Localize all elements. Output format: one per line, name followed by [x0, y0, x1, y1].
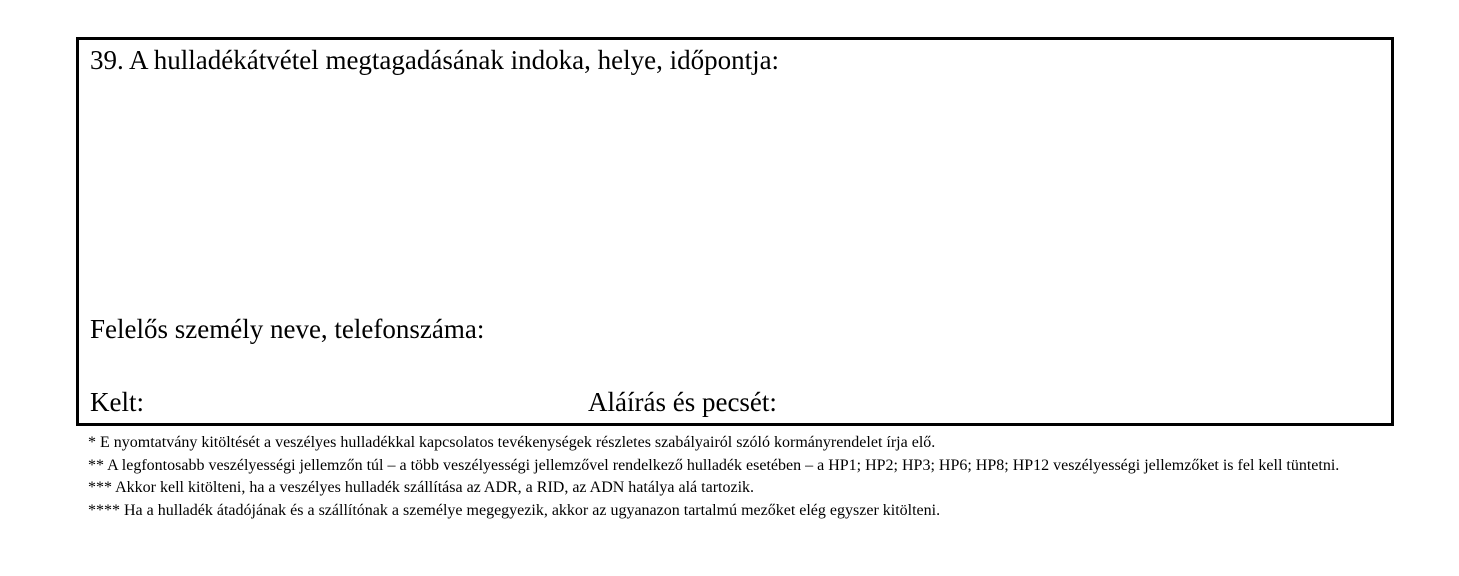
footnote-3: *** Akkor kell kitölteni, ha a veszélyes hulladék szállítása az ADR, a RID, az ADN hatálya alá tartozik.	[88, 479, 755, 496]
footnote-4: **** Ha a hulladék átadójának és a szállítónak a személye megegyezik, akkor az ugyanazon tartalmú mezőket elég egyszer kitölteni.	[88, 501, 941, 519]
signature-stamp-label: Aláírás és pecsét:	[588, 387, 777, 417]
footnotes	[88, 432, 1388, 522]
responsible-person-label: Felelős személy neve, telefonszáma:	[90, 314, 485, 344]
refusal-reason-label: 39. A hulladékátvétel megtagadásának indoka, helye, időpontja:	[90, 45, 780, 75]
footnote-1: * E nyomtatvány kitöltését a veszélyes hulladékkal kapcsolatos tevékenységek részletes szabályairól szóló kormányrendelet írja elő.	[88, 434, 936, 451]
footnote-2: ** A legfontosabb veszélyességi jellemzőn túl – a több veszélyességi jellemzővel rendelkező hulladék esetében – a HP1; HP2; HP3; HP6; HP8; HP12 veszélyességi jellemzőket is fel kell tüntetni.	[88, 456, 1340, 474]
date-label: Kelt:	[90, 387, 144, 417]
refusal-form-box	[76, 37, 1394, 426]
